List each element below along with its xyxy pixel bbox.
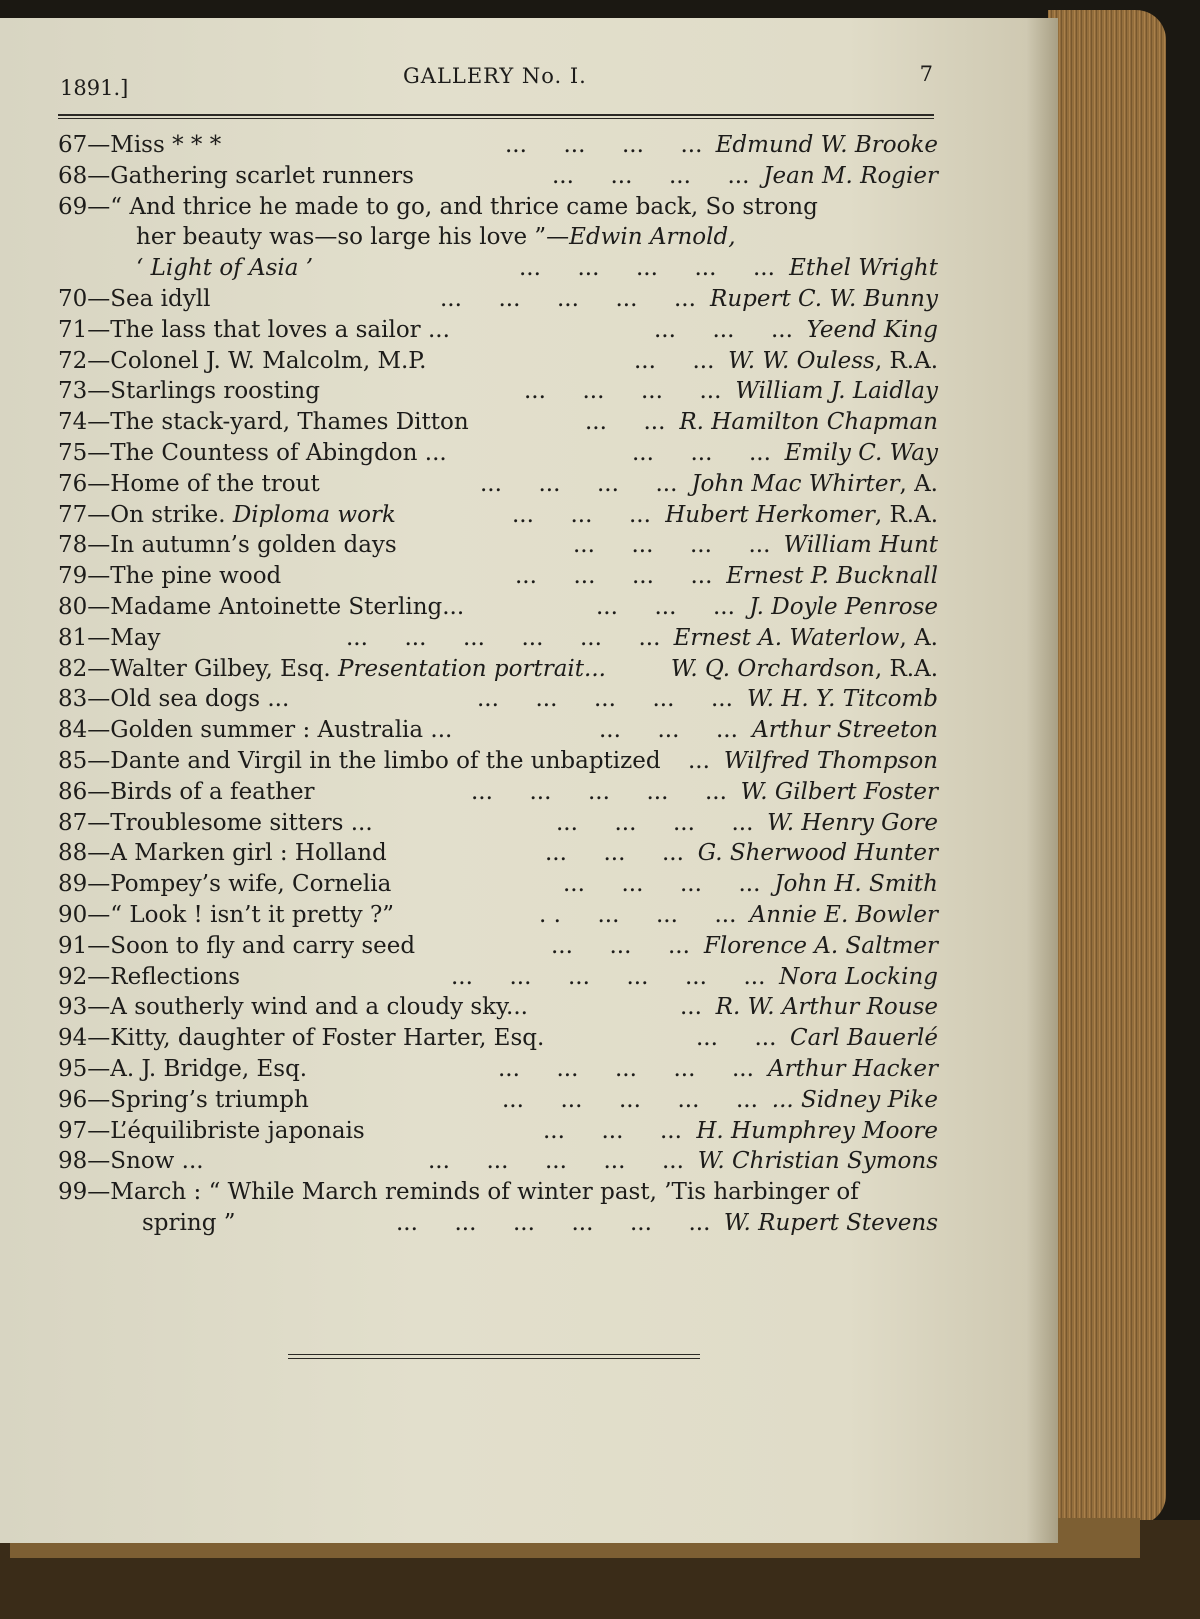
entry-artist <box>724 746 938 777</box>
header-year: 1891.] <box>60 76 129 100</box>
entry-artist <box>772 1085 938 1116</box>
catalogue-entry <box>58 777 938 808</box>
leader-dots: ... ... ... <box>551 932 690 959</box>
artist-name: W. Henry Gore <box>767 809 938 836</box>
entry-title <box>58 592 464 623</box>
entry-title <box>58 1146 204 1177</box>
leader-dots: ... ... ... <box>545 840 684 867</box>
leader-dots: ... ... ... ... <box>524 378 722 405</box>
entry-italic-tail: Presentation portrait... <box>330 655 606 682</box>
entry-title <box>58 376 320 407</box>
entry-artist <box>710 284 938 315</box>
entry-artist <box>704 931 938 962</box>
entry-title <box>58 838 387 869</box>
entry-artist <box>735 376 938 407</box>
entry-text: 90—“ Look ! isn’t it pretty ?” <box>58 901 395 928</box>
catalogue-entry <box>58 992 938 1023</box>
catalogue-entry <box>58 684 938 715</box>
entry-text: 87—Troublesome sitters ... <box>58 809 373 836</box>
entry-title <box>58 161 414 192</box>
catalogue-entry <box>58 962 938 993</box>
page-number: 7 <box>919 62 933 86</box>
entry-artist <box>789 253 938 284</box>
entry-artist <box>749 592 938 623</box>
artist-name: R. W. Arthur Rouse <box>715 994 938 1021</box>
artist-name: W. Gilbert Foster <box>740 778 938 805</box>
entry-text: 91—Soon to fly and carry seed <box>58 932 416 959</box>
catalogue-list <box>58 130 938 1239</box>
leader-dots: ... ... ... <box>654 316 793 343</box>
catalogue-entry <box>58 284 938 315</box>
catalogue-entry <box>58 192 938 223</box>
entry-text: 94—Kitty, daughter of Foster Harter, Esq. <box>58 1025 545 1052</box>
entry-text: 74—The stack-yard, Thames Ditton <box>58 409 469 436</box>
entry-title <box>136 222 736 253</box>
leader-dots: ... ... ... ... <box>573 532 771 559</box>
entry-artist <box>726 561 938 592</box>
artist-suffix: , R.A. <box>874 501 938 528</box>
leader-dots: ... ... ... ... <box>552 162 750 189</box>
entry-artist <box>779 962 938 993</box>
entry-title <box>58 1054 307 1085</box>
artist-name: W. Christian Symons <box>697 1148 938 1175</box>
catalogue-entry <box>58 931 938 962</box>
catalogue-entry <box>58 715 938 746</box>
catalogue-entry <box>58 530 938 561</box>
entry-title <box>58 284 210 315</box>
entry-text: 79—The pine wood <box>58 563 282 590</box>
entry-text: 85—Dante and Virgil in the limbo of the unbaptized <box>58 747 661 774</box>
artist-name: W. W. Ouless <box>728 347 875 374</box>
artist-name: W. H. Y. Titcomb <box>747 686 938 713</box>
entry-artist <box>716 130 938 161</box>
catalogue-entry <box>58 746 938 777</box>
entry-text: 83—Old sea dogs ... <box>58 686 290 713</box>
catalogue-entry <box>58 161 938 192</box>
catalogue-entry <box>58 1054 938 1085</box>
leader-dots: ... <box>688 747 710 774</box>
entry-text: 71—The lass that loves a sailor ... <box>58 316 450 343</box>
catalogue-entry <box>58 869 938 900</box>
entry-artist <box>774 869 938 900</box>
artist-name: Edmund W. Brooke <box>715 132 938 158</box>
catalogue-entry <box>58 1085 938 1116</box>
artist-name: William Hunt <box>783 532 938 559</box>
entry-text: her beauty was—so large his love ”— <box>136 224 570 251</box>
entry-text: 76—Home of the trout <box>58 470 320 497</box>
catalogue-entry <box>58 838 938 869</box>
entry-text: 70—Sea idyll <box>58 285 211 312</box>
entry-artist <box>768 1054 938 1085</box>
entry-text: 77—On strike. <box>58 501 226 528</box>
entry-title <box>58 1177 859 1208</box>
leader-dots: ... <box>680 994 702 1021</box>
running-header <box>58 62 933 102</box>
artist-name: R. Hamilton Chapman <box>679 409 938 436</box>
entry-text: 95—A. J. Bridge, Esq. <box>58 1055 308 1082</box>
leader-dots: ... ... ... ... ... <box>519 255 775 282</box>
leader-dots: ... ... ... ... ... <box>440 285 696 312</box>
entry-title <box>58 1085 309 1116</box>
artist-name: Ernest A. Waterlow <box>673 624 900 651</box>
entry-artist <box>671 654 938 685</box>
entry-text: 80—Madame Antoinette Sterling... <box>58 593 465 620</box>
leader-dots: ... ... ... ... <box>515 563 713 590</box>
artist-name: Annie E. Bowler <box>749 901 938 928</box>
entry-text: 68—Gathering scarlet runners <box>58 162 414 189</box>
catalogue-entry <box>58 900 938 931</box>
entry-text: 98—Snow ... <box>58 1148 204 1175</box>
entry-text: 92—Reflections <box>58 963 241 990</box>
entry-artist <box>665 500 938 531</box>
entry-artist <box>679 407 938 438</box>
entry-text: 89—Pompey’s wife, Cornelia <box>58 871 392 898</box>
artist-name: Emily C. Way <box>784 439 938 466</box>
entry-title <box>58 808 373 839</box>
entry-artist <box>807 315 938 346</box>
entry-artist <box>784 530 938 561</box>
leader-dots: ... ... ... ... ... <box>477 686 733 713</box>
artist-name: W. Rupert Stevens <box>723 1209 938 1236</box>
leader-dots: ... ... ... <box>596 593 735 620</box>
entry-artist <box>752 715 938 746</box>
entry-title <box>58 684 289 715</box>
entry-title <box>58 469 320 500</box>
artist-suffix: , A. <box>899 624 938 651</box>
leader-dots: ... ... ... ... ... ... <box>451 963 766 990</box>
entry-artist <box>785 438 938 469</box>
entry-artist <box>716 992 938 1023</box>
entry-title <box>58 869 391 900</box>
artist-suffix: , R.A. <box>874 347 938 374</box>
artist-suffix: , R.A. <box>874 655 938 682</box>
artist-name: Ethel Wright <box>789 255 938 282</box>
catalogue-entry <box>58 654 938 685</box>
catalogue-entry <box>58 469 938 500</box>
header-title: GALLERY No. I. <box>403 64 587 88</box>
entry-title <box>58 315 450 346</box>
entry-text: 75—The Countess of Abingdon ... <box>58 439 447 466</box>
entry-title <box>58 130 221 161</box>
leader-dots: ... ... ... <box>599 717 738 744</box>
entry-artist <box>763 161 938 192</box>
artist-name: John H. Smith <box>774 871 938 898</box>
entry-title <box>58 1116 365 1147</box>
artist-name: Rupert C. W. Bunny <box>710 285 938 312</box>
entry-artist <box>724 1208 938 1239</box>
artist-name: William J. Laidlay <box>735 378 938 405</box>
entry-text: 82—Walter Gilbey, Esq. <box>58 655 331 682</box>
artist-name: Hubert Herkomer <box>665 501 875 528</box>
entry-title <box>136 253 313 284</box>
entry-title <box>58 931 415 962</box>
artist-name: H. Humphrey Moore <box>696 1117 938 1144</box>
page-edges <box>1048 10 1166 1525</box>
entry-title <box>58 746 661 777</box>
catalogue-entry <box>58 253 938 284</box>
entry-italic-head: ‘ Light of Asia ’ <box>136 255 314 282</box>
entry-text: 96—Spring’s triumph <box>58 1086 309 1113</box>
entry-title <box>58 623 161 654</box>
catalogue-entry <box>58 346 938 377</box>
artist-name: Florence A. Saltmer <box>703 932 938 959</box>
catalogue-entry <box>58 623 938 654</box>
leader-dots: . . ... ... ... <box>539 901 737 928</box>
entry-text: 84—Golden summer : Australia ... <box>58 717 453 744</box>
book-page <box>0 18 1058 1543</box>
entry-text: 86—Birds of a feather <box>58 778 315 805</box>
entry-title <box>58 346 426 377</box>
entry-text: 72—Colonel J. W. Malcolm, M.P. <box>58 347 427 374</box>
catalogue-entry <box>58 438 938 469</box>
catalogue-entry <box>58 592 938 623</box>
artist-name: John Mac Whirter <box>691 470 900 497</box>
entry-title <box>58 561 281 592</box>
leader-dots: ... ... ... <box>512 501 651 528</box>
entry-artist <box>696 1116 938 1147</box>
artist-name: Arthur Streeton <box>752 717 938 744</box>
leader-dots: ... ... <box>696 1025 777 1052</box>
leader-dots: ... ... <box>585 409 666 436</box>
leader-dots: ... ... ... ... <box>556 809 754 836</box>
artist-name: Ernest P. Bucknall <box>726 563 938 590</box>
entry-artist <box>691 469 938 500</box>
entry-italic-tail: Edwin Arnold, <box>569 224 736 251</box>
entry-artist <box>747 684 938 715</box>
leader-dots: ... ... ... ... ... <box>502 1086 758 1113</box>
entry-title <box>58 777 315 808</box>
entry-title <box>58 654 606 685</box>
entry-text: 97—L’équilibriste japonais <box>58 1117 365 1144</box>
artist-name: ... Sidney Pike <box>771 1086 938 1113</box>
entry-artist <box>767 808 938 839</box>
leader-dots: ... ... ... ... ... <box>428 1148 684 1175</box>
leader-dots: ... ... ... ... ... ... <box>396 1209 711 1236</box>
catalogue-entry <box>58 315 938 346</box>
artist-name: J. Doyle Penrose <box>749 593 938 620</box>
entry-text: 93—A southerly wind and a cloudy sky... <box>58 994 528 1021</box>
entry-title <box>58 1023 544 1054</box>
leader-dots: ... ... ... ... ... <box>498 1055 754 1082</box>
leader-dots: ... ... ... ... ... <box>471 778 727 805</box>
entry-title <box>58 530 397 561</box>
leader-dots: ... ... ... <box>632 439 771 466</box>
entry-text: 73—Starlings roosting <box>58 378 320 405</box>
entry-title <box>142 1208 235 1239</box>
catalogue-entry <box>58 500 938 531</box>
artist-name: Carl Bauerlé <box>790 1025 938 1052</box>
catalogue-entry <box>58 561 938 592</box>
catalogue-entry <box>58 1023 938 1054</box>
entry-text: 88—A Marken girl : Holland <box>58 840 387 867</box>
entry-title <box>58 500 396 531</box>
entry-text: 67—Miss * * * <box>58 132 222 158</box>
catalogue-entry <box>58 1208 938 1239</box>
entry-title <box>58 407 469 438</box>
entry-text: 81—May <box>58 624 161 651</box>
entry-artist <box>741 777 938 808</box>
leader-dots: ... ... ... <box>543 1117 682 1144</box>
entry-text: 69—“ And thrice he made to go, and thrice came back, So strong <box>58 193 818 220</box>
entry-artist <box>674 623 938 654</box>
leader-dots: ... ... ... ... <box>480 470 678 497</box>
end-rule <box>288 1354 700 1355</box>
entry-artist <box>728 346 938 377</box>
artist-suffix: , A. <box>899 470 938 497</box>
entry-artist <box>750 900 938 931</box>
leader-dots: ... ... <box>634 347 715 374</box>
catalogue-entry <box>58 222 938 253</box>
artist-name: Arthur Hacker <box>768 1055 938 1082</box>
entry-text: 78—In autumn’s golden days <box>58 532 397 559</box>
artist-name: Nora Locking <box>779 963 938 990</box>
catalogue-entry <box>58 376 938 407</box>
leader-dots: ... ... ... ... <box>505 132 703 158</box>
entry-title <box>58 192 818 223</box>
catalogue-entry <box>58 1177 938 1208</box>
entry-title <box>58 992 528 1023</box>
artist-name: Wilfred Thompson <box>723 747 938 774</box>
entry-artist <box>790 1023 938 1054</box>
catalogue-entry <box>58 1116 938 1147</box>
entry-text: 99—March : “ While March reminds of winter past, ’Tis harbinger of <box>58 1179 859 1206</box>
leader-dots: ... ... ... ... ... ... <box>346 624 661 651</box>
entry-artist <box>698 1146 938 1177</box>
entry-text: spring ” <box>142 1209 236 1236</box>
entry-title <box>58 715 452 746</box>
artist-name: G. Sherwood Hunter <box>697 840 938 867</box>
entry-artist <box>698 838 938 869</box>
catalogue-entry <box>58 808 938 839</box>
leader-dots: ... ... ... ... <box>563 871 761 898</box>
header-rule <box>58 114 934 116</box>
entry-title <box>58 900 394 931</box>
artist-name: W. Q. Orchardson <box>670 655 875 682</box>
catalogue-entry <box>58 130 938 161</box>
catalogue-entry <box>58 407 938 438</box>
catalogue-entry <box>58 1146 938 1177</box>
header-rule-thin <box>58 118 934 119</box>
entry-italic-tail: Diploma work <box>225 501 396 528</box>
artist-name: Yeend King <box>806 316 938 343</box>
artist-name: Jean M. Rogier <box>763 162 938 189</box>
entry-title <box>58 962 240 993</box>
entry-title <box>58 438 447 469</box>
end-rule-thin <box>288 1358 700 1359</box>
